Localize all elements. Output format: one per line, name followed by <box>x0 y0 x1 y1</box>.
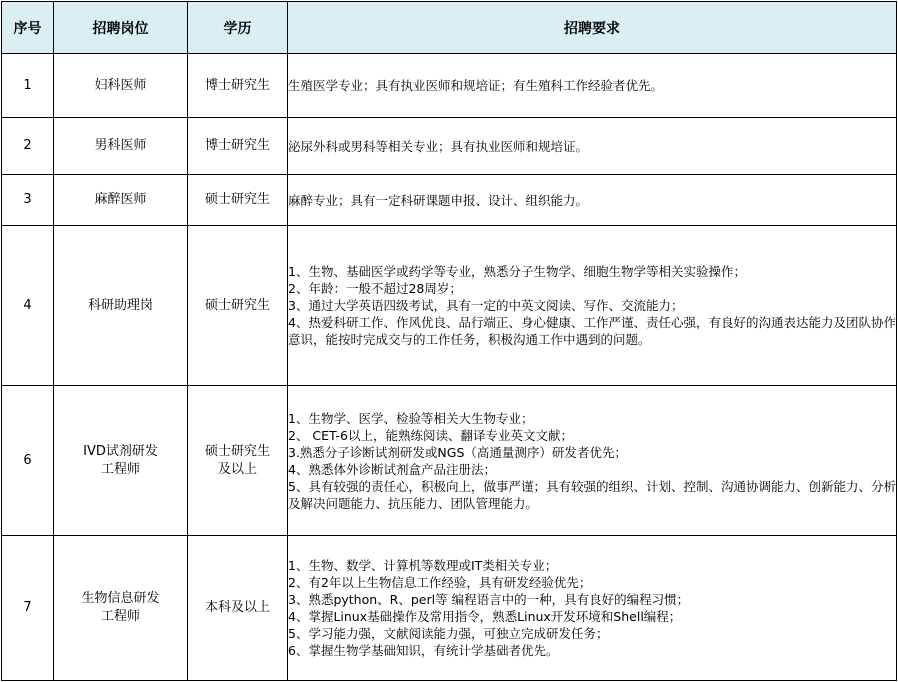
requirement-line: 麻醉专业；具有一定科研课题申报、设计、组织能力。 <box>288 192 589 208</box>
requirement-line: 3、熟悉python、R、perl等 编程语言中的一种，具有良好的编程习惯； <box>288 592 690 607</box>
table-row <box>2 175 897 226</box>
position-line: 生物信息研发 <box>81 591 160 606</box>
requirement-line: 3、通过大学英语四级考试，具有一定的中英文阅读、写作、交流能力； <box>288 298 684 313</box>
requirement-line: 4、热爱科研工作、作风优良、品行端正、身心健康、工作严谨、责任心强，有良好的沟通表达能力及团队协作意识，能按时完成交与的工作任务，积极沟通工作中遇到的问题。 <box>288 315 896 347</box>
requirement-line: 5、具有较强的责任心，积极向上，做事严谨；具有较强的组织、计划、控制、沟通协调能力、创新能力、分析及解决问题能力、抗压能力、团队管理能力。 <box>288 478 896 511</box>
table-row <box>2 54 897 118</box>
cell-education: 博士研究生 <box>188 118 288 175</box>
cell-position: 妇科医师 <box>54 54 188 118</box>
table-row <box>2 536 897 681</box>
cell-education: 硕士研究生 <box>188 226 288 386</box>
cell-position <box>54 536 188 681</box>
requirement-line: 6、掌握生物学基础知识，有统计学基础者优先。 <box>288 643 559 658</box>
cell-education: 博士研究生 <box>188 54 288 118</box>
position-line: 工程师 <box>100 609 140 624</box>
cell-position: 科研助理岗 <box>54 226 188 386</box>
cell-no: 6 <box>2 386 54 536</box>
header-position: 招聘岗位 <box>54 2 188 54</box>
cell-education: 本科及以上 <box>188 536 288 681</box>
cell-education: 硕士研究生 <box>188 175 288 226</box>
requirement-line: 4、掌握Linux基础操作及常用指令，熟悉Linux开发环境和Shell编程； <box>288 609 682 624</box>
requirement-line: 泌尿外科或男科等相关专业；具有执业医师和规培证。 <box>288 138 589 154</box>
header-row <box>2 2 897 54</box>
cell-no: 2 <box>2 118 54 175</box>
cell-requirements <box>288 54 897 118</box>
cell-position: 男科医师 <box>54 118 188 175</box>
cell-no: 3 <box>2 175 54 226</box>
education-line: 硕士研究生 <box>204 443 270 459</box>
cell-position: 麻醉医师 <box>54 175 188 226</box>
cell-requirements <box>288 175 897 226</box>
position-line: IVD试剂研发 <box>83 443 158 459</box>
cell-no: 1 <box>2 54 54 118</box>
recruitment-table <box>1 1 897 681</box>
cell-education <box>188 386 288 536</box>
table-row <box>2 118 897 175</box>
requirement-line: 1、生物、数学、计算机等数理或IT类相关专业； <box>288 558 558 573</box>
cell-requirements <box>288 118 897 175</box>
requirement-line: 2、有2年以上生物信息工作经验，具有研发经验优先； <box>288 575 592 590</box>
requirement-line: 3.熟悉分子诊断试剂研发或NGS（高通量测序）研发者优先； <box>288 444 627 460</box>
cell-no: 7 <box>2 536 54 681</box>
requirement-line: 1、生物学、医学、检验等相关大生物专业； <box>288 410 534 426</box>
cell-position <box>54 386 188 536</box>
position-line: 工程师 <box>100 461 140 477</box>
requirement-line: 4、熟悉体外诊断试剂盒产品注册法； <box>288 461 496 477</box>
requirement-line: 5、学习能力强，文献阅读能力强，可独立完成研发任务； <box>288 626 609 641</box>
requirement-line: 2、年龄：一般不超过28周岁； <box>288 281 462 296</box>
requirement-line: 1、生物、基础医学或药学等专业，熟悉分子生物学、细胞生物学等相关实验操作； <box>288 264 746 279</box>
requirement-line: 2、 CET-6以上，能熟练阅读、翻译专业英文文献； <box>288 427 574 443</box>
table-row <box>2 226 897 386</box>
table-row <box>2 386 897 536</box>
cell-no: 4 <box>2 226 54 386</box>
header-education: 学历 <box>188 2 288 54</box>
header-requirements: 招聘要求 <box>288 2 897 54</box>
cell-requirements <box>288 536 897 681</box>
cell-requirements <box>288 386 897 536</box>
header-no: 序号 <box>2 2 54 54</box>
requirement-line: 生殖医学专业；具有执业医师和规培证；有生殖科工作经验者优先。 <box>288 78 664 93</box>
education-line: 及以上 <box>217 461 257 477</box>
cell-requirements <box>288 226 897 386</box>
